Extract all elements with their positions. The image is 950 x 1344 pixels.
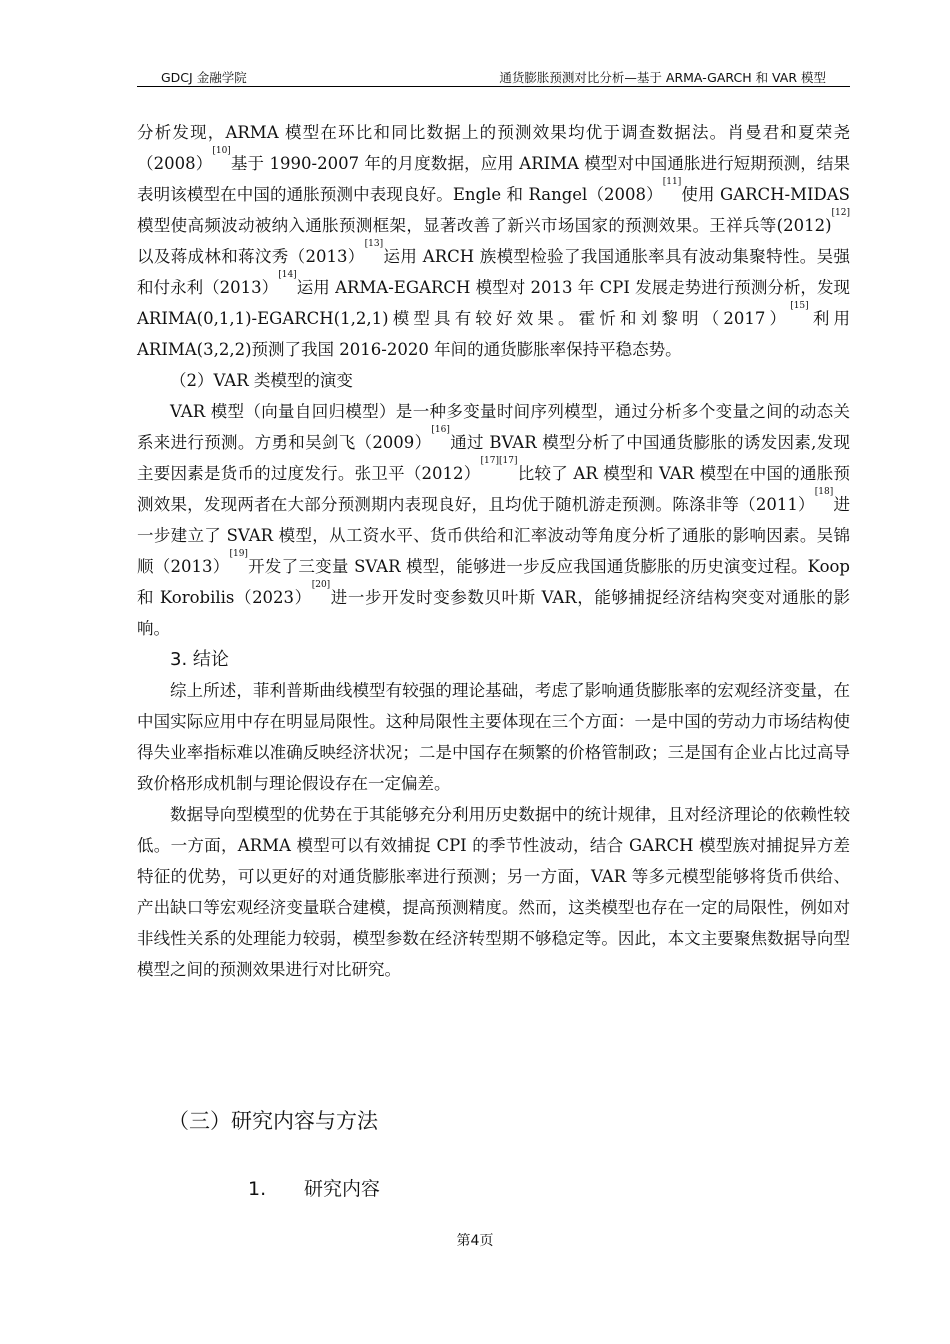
citation: [13] [364, 239, 384, 249]
citation: [19] [229, 549, 248, 559]
citation: [17][17] [480, 456, 518, 466]
page-number: 第4页 [456, 1233, 494, 1249]
citation: [15] [790, 301, 809, 311]
citation: [12] [831, 208, 850, 218]
subsection-heading [248, 1174, 380, 1201]
paragraph-conclusion-2: 数据导向型模型的优势在于其能够充分利用历史数据中的统计规律，且对经济理论的依赖性较低。一方面，ARMA 模型可以有效捕捉 CPI 的季节性波动，结合 GARCH 模型族对捕捉异方差特征的优势，可以更好的对通货膨胀率进行预测；另一方面，VAR 等多元模型能够将货币供给、产出缺口等宏观经济变量联合建模，提高预测精度。然而，这类模型也存在一定的局限性，例如对非线性关系的处理能力较弱，模型参数在经济转型期不够稳定等。因此，本文主要聚焦数据导向型模型之间的预测效果进行对比研究。 [137, 805, 850, 979]
page-header [137, 66, 850, 87]
header-title: 通货膨胀预测对比分析—基于 ARMA-GARCH 和 VAR 模型 [499, 70, 826, 85]
subheading-var: （2）VAR 类模型的演变 [170, 371, 353, 390]
citation: [11] [662, 177, 682, 187]
citation: [18] [814, 487, 834, 497]
paragraph-arma-review: 分析发现，ARMA 模型在环比和同比数据上的预测效果均优于调查数据法。肖曼君和夏荣尧（2008）[10]基于 1990-2007 年的月度数据，应用 ARIMA 模型对中国通胀进行短期预测，结果表明该模型在中国的通胀预测中表现良好。Engle 和 Rangel（2008）[11]使用 GARCH-MIDAS 模型使高频波动被纳入通胀预测框架，显著改善了新兴市场国家的预测效果。王祥兵等(2012)[12]以及蒋成林和蒋汶秀（2013）[13]运用 ARCH 族模型检验了我国通胀率具有波动集聚特性。吴强和付永利（2013）[14]运用 ARMA-EGARCH 模型对 2013 年 CPI 发展走势进行预测分析，发现 ARIMA(0,1,1)-EGARCH(1,2,1)模型具有较好效果。霍忻和刘黎明（2017）[15]利用 ARIMA(3,2,2)预测了我国 2016-2020 年间的通货膨胀率保持平稳态势。 [137, 123, 851, 359]
citation: [16] [431, 425, 450, 435]
paragraph-conclusion-1: 综上所述，菲利普斯曲线模型有较强的理论基础，考虑了影响通货膨胀率的宏观经济变量，在中国实际应用中存在明显局限性。这种局限性主要体现在三个方面：一是中国的劳动力市场结构使得失业率指标难以准确反映经济状况；二是中国存在频繁的价格管制政；三是国有企业占比过高导致价格形成机制与理论假设存在一定偏差。 [137, 681, 850, 793]
header-institution: GDCJ 金融学院 [161, 70, 247, 85]
subsection-title: 研究内容 [304, 1178, 381, 1200]
subsection-number: 1. [248, 1178, 267, 1200]
citation: [20] [311, 580, 331, 590]
citation: [14] [278, 270, 297, 280]
section-heading: （三）研究内容与方法 [168, 1109, 378, 1133]
paragraph-var-review: VAR 模型（向量自回归模型）是一种多变量时间序列模型，通过分析多个变量之间的动态关系来进行预测。方勇和吴剑飞（2009）[16]通过 BVAR 模型分析了中国通货膨胀的诱发因素,发现主要因素是货币的过度发行。张卫平（2012）[17][17]比较了 AR 模型和 VAR 模型在中国的通胀预测效果，发现两者在大部分预测期内表现良好，且均优于随机游走预测。陈涤非等（2011）[18]进一步建立了 SVAR 模型，从工资水平、货币供给和汇率波动等角度分析了通胀的影响因素。吴锦顺（2013）[19]开发了三变量 SVAR 模型，能够进一步反应我国通货膨胀的历史演变过程。Koop 和 Korobilis（2023）[20]进一步开发时变参数贝叶斯 VAR，能够捕捉经济结构突变对通胀的影响。 [137, 402, 851, 638]
citation: [10] [212, 146, 231, 156]
heading-conclusion: 3. 结论 [170, 649, 229, 670]
body-text [137, 117, 850, 985]
